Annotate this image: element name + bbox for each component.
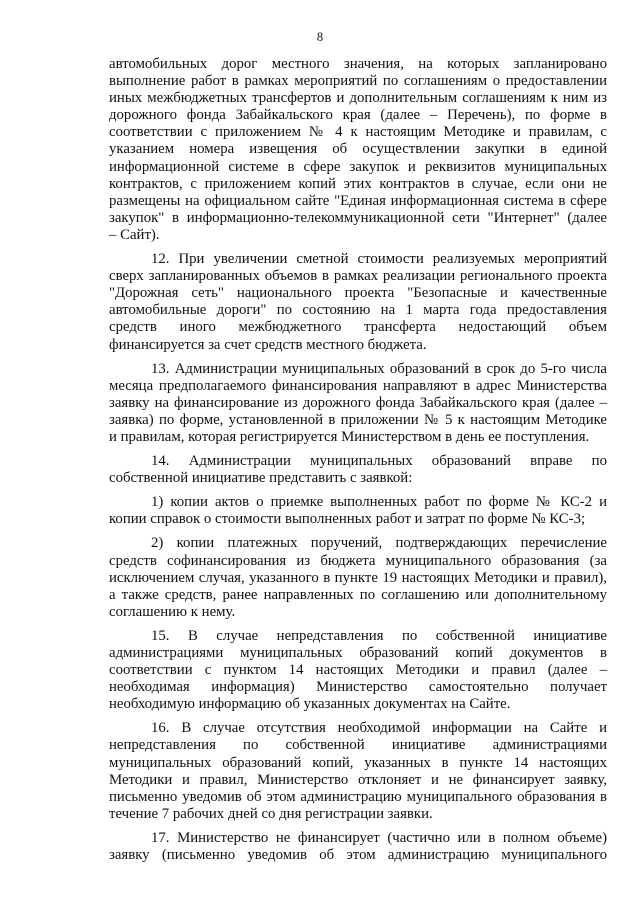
text-line: письменно уведомив об этом администрацию муниципального образования в: [109, 788, 607, 805]
paragraph-p14: [109, 453, 607, 487]
text-line: течение 7 рабочих дней со дня регистрации заявки.: [109, 805, 433, 822]
text-line: Методики и правил, Министерство отклоняет и не финансирует заявку,: [109, 771, 607, 788]
text-line: соглашению к нему.: [109, 603, 236, 620]
text-line: выполнение работ в рамках мероприятий по соглашениям о предоставлении: [109, 73, 607, 90]
text-line: и правилам, которая регистрируется Министерством в день ее поступления.: [109, 428, 590, 445]
paragraph-p13: [109, 361, 607, 446]
text-line: собственной инициативе представить с заявкой:: [109, 470, 413, 487]
text-line: "Дорожная сеть" национального проекта "Безопасные и качественные: [109, 285, 607, 302]
text-line: средств софинансирования из бюджета муниципального образования (за: [109, 552, 607, 569]
text-line: заявка) по форме, установленной в приложении № 5 к настоящим Методике: [109, 411, 607, 428]
document-body: [109, 56, 607, 864]
text-line: необходимая информация) Министерство самостоятельно получает: [109, 679, 607, 696]
text-line: администрациями муниципальных образований копий документов в: [109, 645, 607, 661]
paragraph-p15: [109, 628, 607, 713]
text-line: муниципальных образований копий, указанных в пункте 14 настоящих: [109, 754, 607, 771]
text-line: информационной системе в сфере закупок и реквизитов муниципальных: [109, 158, 607, 175]
text-line: 1) копии актов о приемке выполненных работ по форме № КС-2 и: [151, 494, 607, 511]
text-line: дорожного фонда Забайкальского края (далее – Перечень), по форме в: [109, 107, 607, 124]
text-line: автомобильных дорог местного значения, на которых запланировано: [109, 56, 607, 72]
text-line: непредставления по собственной инициативе администрациями: [109, 737, 607, 754]
text-line: месяца предполагаемого финансирования направляют в адрес Министерства: [109, 377, 607, 394]
text-line: соответствии с приложением № 4 к настоящим Методике и правилам, с: [109, 124, 607, 141]
text-line: 16. В случае отсутствия необходимой информации на Сайте и: [151, 720, 607, 737]
text-line: контрактов, с приложением копий этих контрактов в случае, если они не: [109, 175, 607, 192]
text-line: автомобильные дороги" по состоянию на 1 марта года предоставления: [109, 302, 607, 319]
text-line: соответствии с пунктом 14 настоящих Методики и правил (далее –: [109, 662, 607, 679]
text-line: 2) копии платежных поручений, подтверждающих перечисление: [151, 535, 607, 552]
text-line: заявку на финансирование из дорожного фонда Забайкальского края (далее –: [109, 394, 607, 411]
text-line: 15. В случае непредставления по собственной инициативе: [151, 627, 607, 644]
text-line: закупок" в информационно-телекоммуникационной сети "Интернет" (далее: [109, 209, 607, 226]
paragraph-p17: [109, 830, 607, 864]
text-line: необходимую информацию об указанных документах на Сайте.: [109, 696, 511, 713]
paragraph-p14-2: [109, 535, 607, 620]
text-line: копии справок о стоимости выполненных работ и затрат по форме № КС-3;: [109, 511, 586, 528]
text-line: исключением случая, указанного в пункте 19 настоящих Методики и правил),: [109, 569, 607, 586]
text-line: иных межбюджетных трансфертов и дополнительным соглашениям к ним из: [109, 90, 607, 107]
paragraph-p11-cont: [109, 56, 607, 244]
text-line: указанием номера извещения об осуществлении закупки в единой: [109, 141, 607, 158]
paragraph-p12: [109, 251, 607, 354]
paragraph-p14-1: [109, 494, 607, 528]
paragraph-p16: [109, 720, 607, 823]
text-line: – Сайт).: [109, 226, 160, 243]
text-line: 14. Администрации муниципальных образований вправе по: [151, 453, 607, 470]
page-number: 8: [316, 30, 324, 44]
text-line: средств иного межбюджетного трансферта недостающий объем: [109, 319, 607, 336]
text-line: 13. Администрации муниципальных образований в срок до 5-го числа: [151, 360, 607, 377]
text-line: размещены на официальном сайте "Единая информационная система в сфере: [109, 192, 607, 209]
text-line: заявку (письменно уведомив об этом администрацию муниципального: [109, 847, 607, 864]
text-line: 12. При увеличении сметной стоимости реализуемых мероприятий: [151, 251, 607, 268]
text-line: сверх запланированных объемов в рамках реализации регионального проекта: [109, 268, 607, 285]
text-line: а также средств, ранее направленных по соглашению или дополнительному: [109, 586, 607, 603]
text-line: финансируется за счет средств местного бюджета.: [109, 336, 427, 353]
text-line: 17. Министерство не финансирует (частично или в полном объеме): [151, 829, 607, 846]
